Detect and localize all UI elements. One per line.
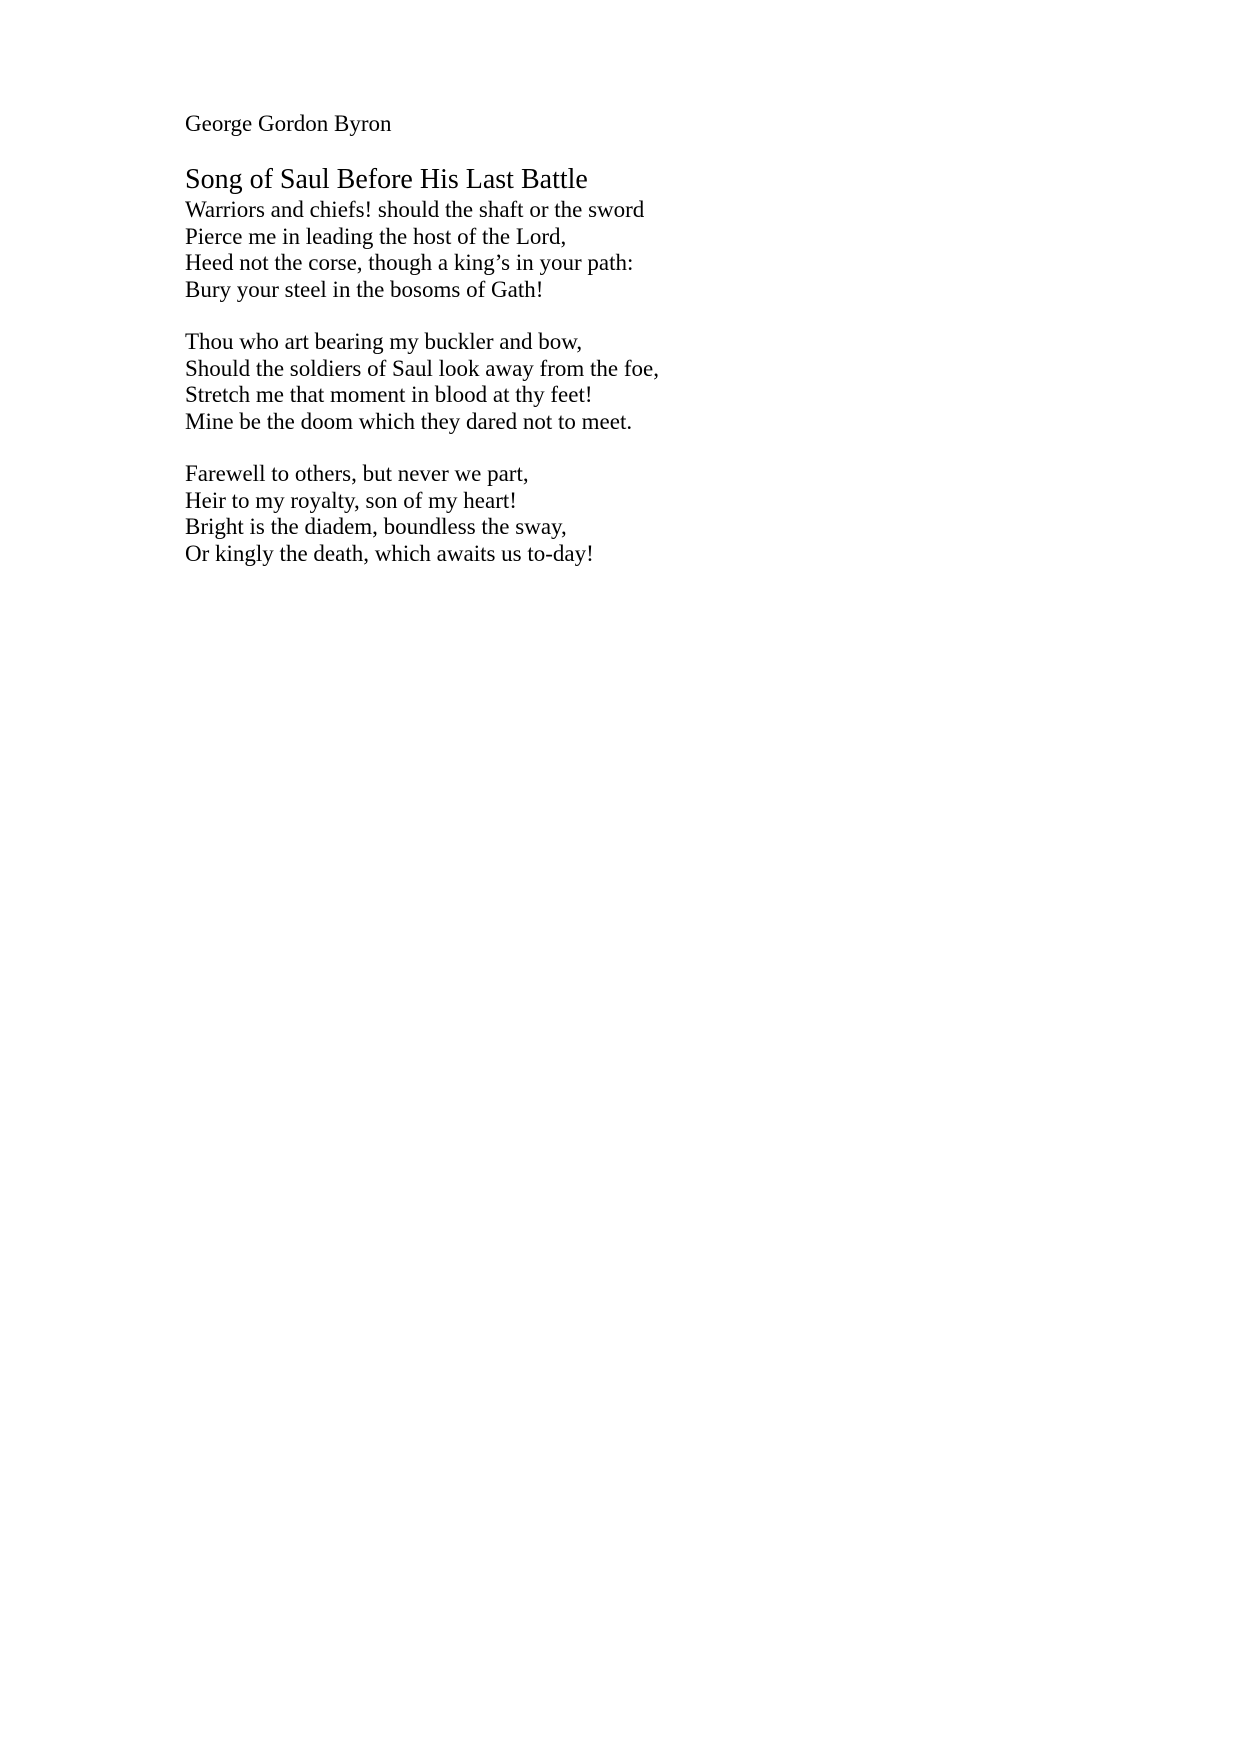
stanza-3-line-1: Farewell to others, but never we part, [185, 461, 529, 486]
poem-author: George Gordon Byron [185, 111, 392, 136]
stanza-3-line-2: Heir to my royalty, son of my heart! [185, 487, 517, 513]
stanza-2-line-3: Stretch me that moment in blood at thy feet! [185, 382, 593, 407]
stanza-1-line-3: Heed not the corse, though a king’s in your path: [185, 250, 634, 275]
poem-title: Song of Saul Before His Last Battle [185, 164, 588, 195]
stanza-1-line-1: Warriors and chiefs! should the shaft or the sword [185, 197, 645, 222]
stanza-3 [185, 461, 594, 567]
stanza-2-line-4: Mine be the doom which they dared not to meet. [185, 408, 633, 434]
stanza-2 [185, 329, 659, 435]
stanza-1 [185, 197, 644, 303]
stanza-3-line-4: Or kingly the death, which awaits us to-day! [185, 540, 594, 566]
stanza-2-line-1: Thou who art bearing my buckler and bow, [185, 329, 583, 354]
stanza-3-line-3: Bright is the diadem, boundless the sway, [185, 514, 567, 539]
stanza-1-line-4: Bury your steel in the bosoms of Gath! [185, 276, 544, 302]
stanza-1-line-2: Pierce me in leading the host of the Lord, [185, 223, 567, 249]
stanza-2-line-2: Should the soldiers of Saul look away from the foe, [185, 355, 659, 381]
